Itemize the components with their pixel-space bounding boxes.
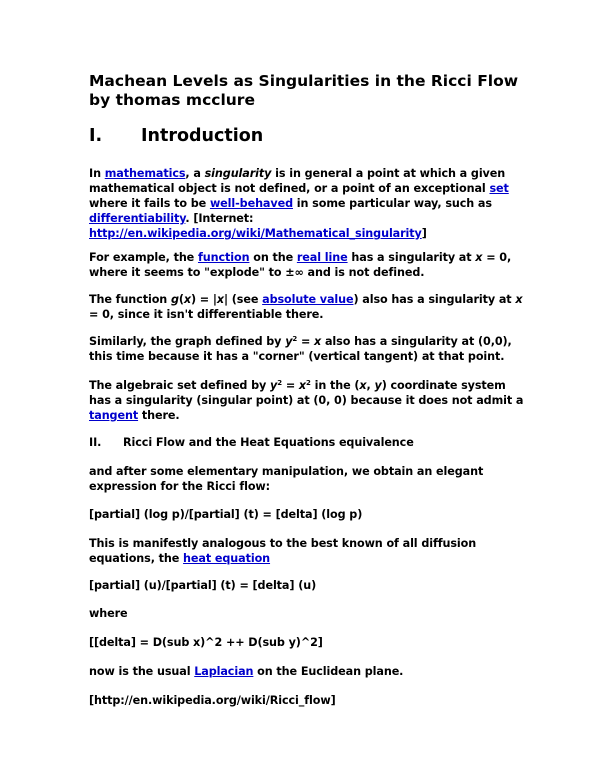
math-var: x <box>314 335 322 348</box>
paragraph-example-real-line <box>89 250 529 280</box>
text: has a singularity at <box>347 251 476 264</box>
superscript: 2 <box>292 335 298 343</box>
link-mathematics[interactable]: mathematics <box>104 167 186 180</box>
text: ) = | <box>191 293 217 306</box>
math-var: x <box>359 379 367 392</box>
text: also has a singularity at (0,0), this time because it has a "corner" (vertical tangent) at that point. <box>89 335 512 363</box>
text: The algebraic set defined by <box>89 379 271 392</box>
paragraph-manipulation: and after some elementary manipulation, we obtain an elegant expression for the Ricci flow: <box>89 465 484 493</box>
text: = 0, since it isn't differentiable there. <box>89 308 324 321</box>
math-var: x <box>183 293 191 306</box>
link-function[interactable]: function <box>197 251 250 264</box>
text: where it fails to be <box>89 197 210 210</box>
text: For example, the <box>89 251 198 264</box>
text: , a <box>185 167 205 180</box>
math-var: x <box>298 379 307 392</box>
text: This is manifestly analogous to the best known of all diffusion equations, the <box>89 537 477 565</box>
text: there. <box>138 409 180 422</box>
text: = 0, where it seems to "explode" to ±∞ and is not defined. <box>89 251 512 279</box>
math-var: x <box>475 251 483 264</box>
math-var: y <box>285 335 293 348</box>
equation-heat: [partial] (u)/[partial] (t) = [delta] (u) <box>89 579 317 592</box>
text: ( <box>178 293 184 306</box>
paragraph-graph-corner <box>89 334 529 364</box>
link-source-url[interactable]: http://en.wikipedia.org/wiki/Mathematical_singularity <box>89 227 422 240</box>
text: in some particular way, such as <box>292 197 492 210</box>
equation-laplacian: [[delta] = D(sub x)^2 ++ D(sub y)^2] <box>89 636 323 649</box>
link-well-behaved[interactable]: well-behaved <box>209 197 293 210</box>
text: . [Internet: <box>185 212 254 225</box>
paragraph-diffusion-analogy <box>89 536 529 566</box>
text: on the <box>249 251 297 264</box>
text: now is the usual <box>89 665 195 678</box>
text: is in general a point at which a given mathematical object is not defined, or a point of an exceptional <box>89 167 506 195</box>
math-var: y <box>374 379 382 392</box>
text: on the Euclidean plane. <box>253 665 404 678</box>
section-heading-introduction <box>89 126 529 146</box>
section-number: I. <box>89 126 103 146</box>
section-heading-ricci-flow <box>89 435 529 450</box>
text: in the ( <box>310 379 360 392</box>
paragraph-where: where <box>89 607 128 620</box>
text: , <box>366 379 375 392</box>
text: = <box>282 379 299 392</box>
text: Similarly, the graph defined by <box>89 335 286 348</box>
author-line: by thomas mcclure <box>89 91 255 109</box>
link-heat-equation[interactable]: heat equation <box>183 552 271 565</box>
superscript: 2 <box>306 379 311 387</box>
reference-url: [http://en.wikipedia.org/wiki/Ricci_flow] <box>89 694 336 707</box>
text: The function <box>89 293 171 306</box>
term-singularity: singularity <box>204 167 272 180</box>
text: ) also has a singularity at <box>353 293 516 306</box>
text: ] <box>421 227 427 240</box>
math-var: g <box>170 293 179 306</box>
text: ) coordinate system has a singularity (singular point) at (0, 0) because it does not admit a <box>89 379 524 407</box>
link-laplacian[interactable]: Laplacian <box>194 665 254 678</box>
paper-title <box>89 72 529 110</box>
link-set[interactable]: set <box>489 182 509 195</box>
math-var: x <box>515 293 523 306</box>
text: | (see <box>224 293 263 306</box>
math-var: y <box>270 379 278 392</box>
paragraph-laplacian <box>89 664 529 679</box>
link-real-line[interactable]: real line <box>296 251 348 264</box>
section-title: Introduction <box>141 126 264 146</box>
section-title: Ricci Flow and the Heat Equations equivalence <box>123 436 414 449</box>
superscript: 2 <box>277 379 283 387</box>
paragraph-algebraic-set <box>89 378 529 423</box>
link-absolute-value[interactable]: absolute value <box>262 293 354 306</box>
link-differentiability[interactable]: differentiability <box>89 212 186 225</box>
math-var: x <box>216 293 224 306</box>
equation-ricci-flow: [partial] (log p)/[partial] (t) = [delta] (log p) <box>89 508 363 521</box>
section-number: II. <box>89 436 102 449</box>
paragraph-absolute-value <box>89 292 529 322</box>
paragraph-singularity-definition <box>89 166 529 241</box>
text: In <box>89 167 105 180</box>
title-line: Machean Levels as Singularities in the Ricci Flow <box>89 72 519 90</box>
link-tangent[interactable]: tangent <box>89 409 139 422</box>
text: = <box>297 335 315 348</box>
